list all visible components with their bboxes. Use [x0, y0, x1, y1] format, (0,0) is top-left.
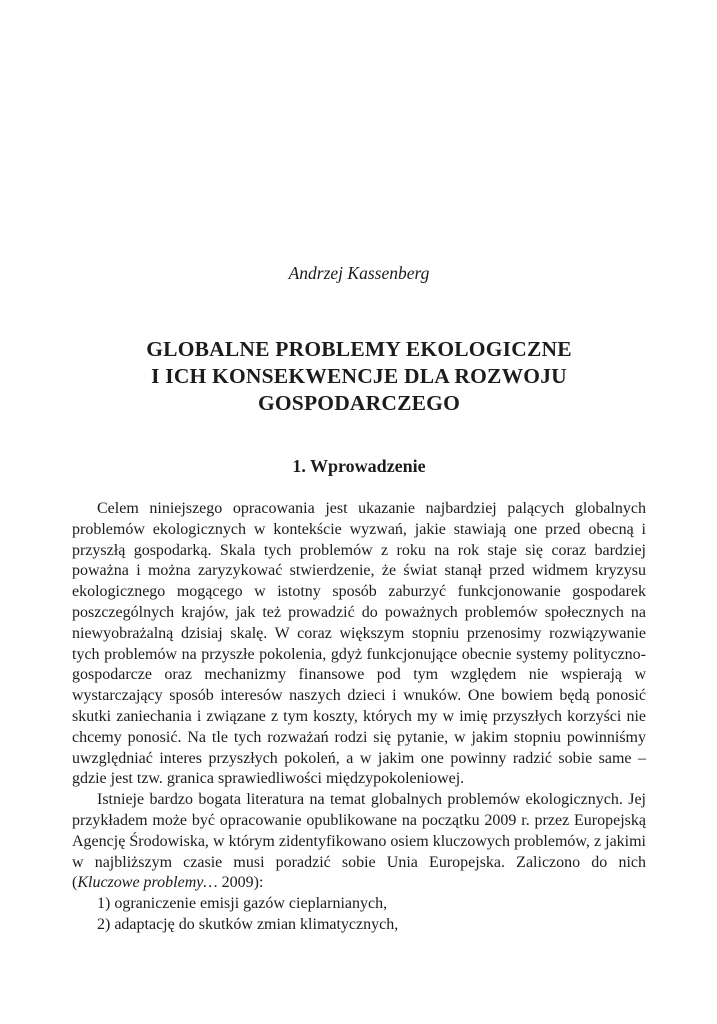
cited-work-title: Kluczowe problemy… — [77, 874, 218, 892]
article-title-line-1: GLOBALNE PROBLEMY EKOLOGICZNE — [146, 337, 572, 361]
list-item-2: 2) adaptację do skutków zmian klimatycznych, — [97, 915, 399, 933]
body-text — [72, 499, 646, 936]
article-title-line-2: I ICH KONSEKWENCJE DLA ROZWOJU — [151, 364, 567, 388]
article-title — [72, 336, 646, 417]
list-item-1: 1) ograniczenie emisji gazów cieplarnianych, — [97, 895, 388, 913]
section-heading: 1. Wprowadzenie — [292, 456, 426, 476]
paragraph-2-suffix: 2009): — [217, 874, 264, 892]
paragraph-1: Celem niniejszego opracowania jest ukazanie najbardziej palących globalnych problemów ekologicznych w kontekście wyzwań, jakie stawiają one przed obecną i przyszłą gospodarką. Skala tych problemów z roku na rok staje się coraz bardziej poważna i można zaryzykować stwierdzenie, że świat stanął przed widmem kryzysu ekologicznego mogącego w istotny sposób zaburzyć funkcjonowanie gospodarek poszczególnych krajów, jak też prowadzić do poważnych problemów społecznych na niewyobrażalną dzisiaj skalę. W coraz większym stopniu przenosimy rozwiązywanie tych problemów na przyszłe pokolenia, gdyż funkcjonujące obecnie systemy polityczno-gospodarcze oraz mechanizmy finansowe pod tym względem nie wspierają w wystarczający sposób interesów naszych dzieci i wnuków. One bowiem będą ponosić skutki zaniechania i związane z tym koszty, których my w imię przyszłych korzyści nie chcemy ponosić. Na tle tych rozważań rodzi się pytanie, w jakim stopniu powinniśmy uwzględniać interes przyszłych pokoleń, a w jakim one powinny radzić sobie same – gdzie jest tzw. granica sprawiedliwości międzypokoleniowej. — [72, 500, 646, 788]
paragraph-2 — [72, 790, 646, 894]
paragraph-2-text: Istnieje bardzo bogata literatura na temat globalnych problemów ekologicznych. Jej przykładem może być opracowanie opublikowane na początku 2009 r. przez Europejską Agencję Środowiska, w którym zidentyfikowano osiem kluczowych problemów, z jakimi w najbliższym czasie musi poradzić sobie Unia Europejska. Zaliczono do nich ( — [72, 791, 646, 892]
author-name: Andrzej Kassenberg — [288, 263, 430, 283]
article-title-line-3: GOSPODARCZEGO — [257, 391, 461, 415]
